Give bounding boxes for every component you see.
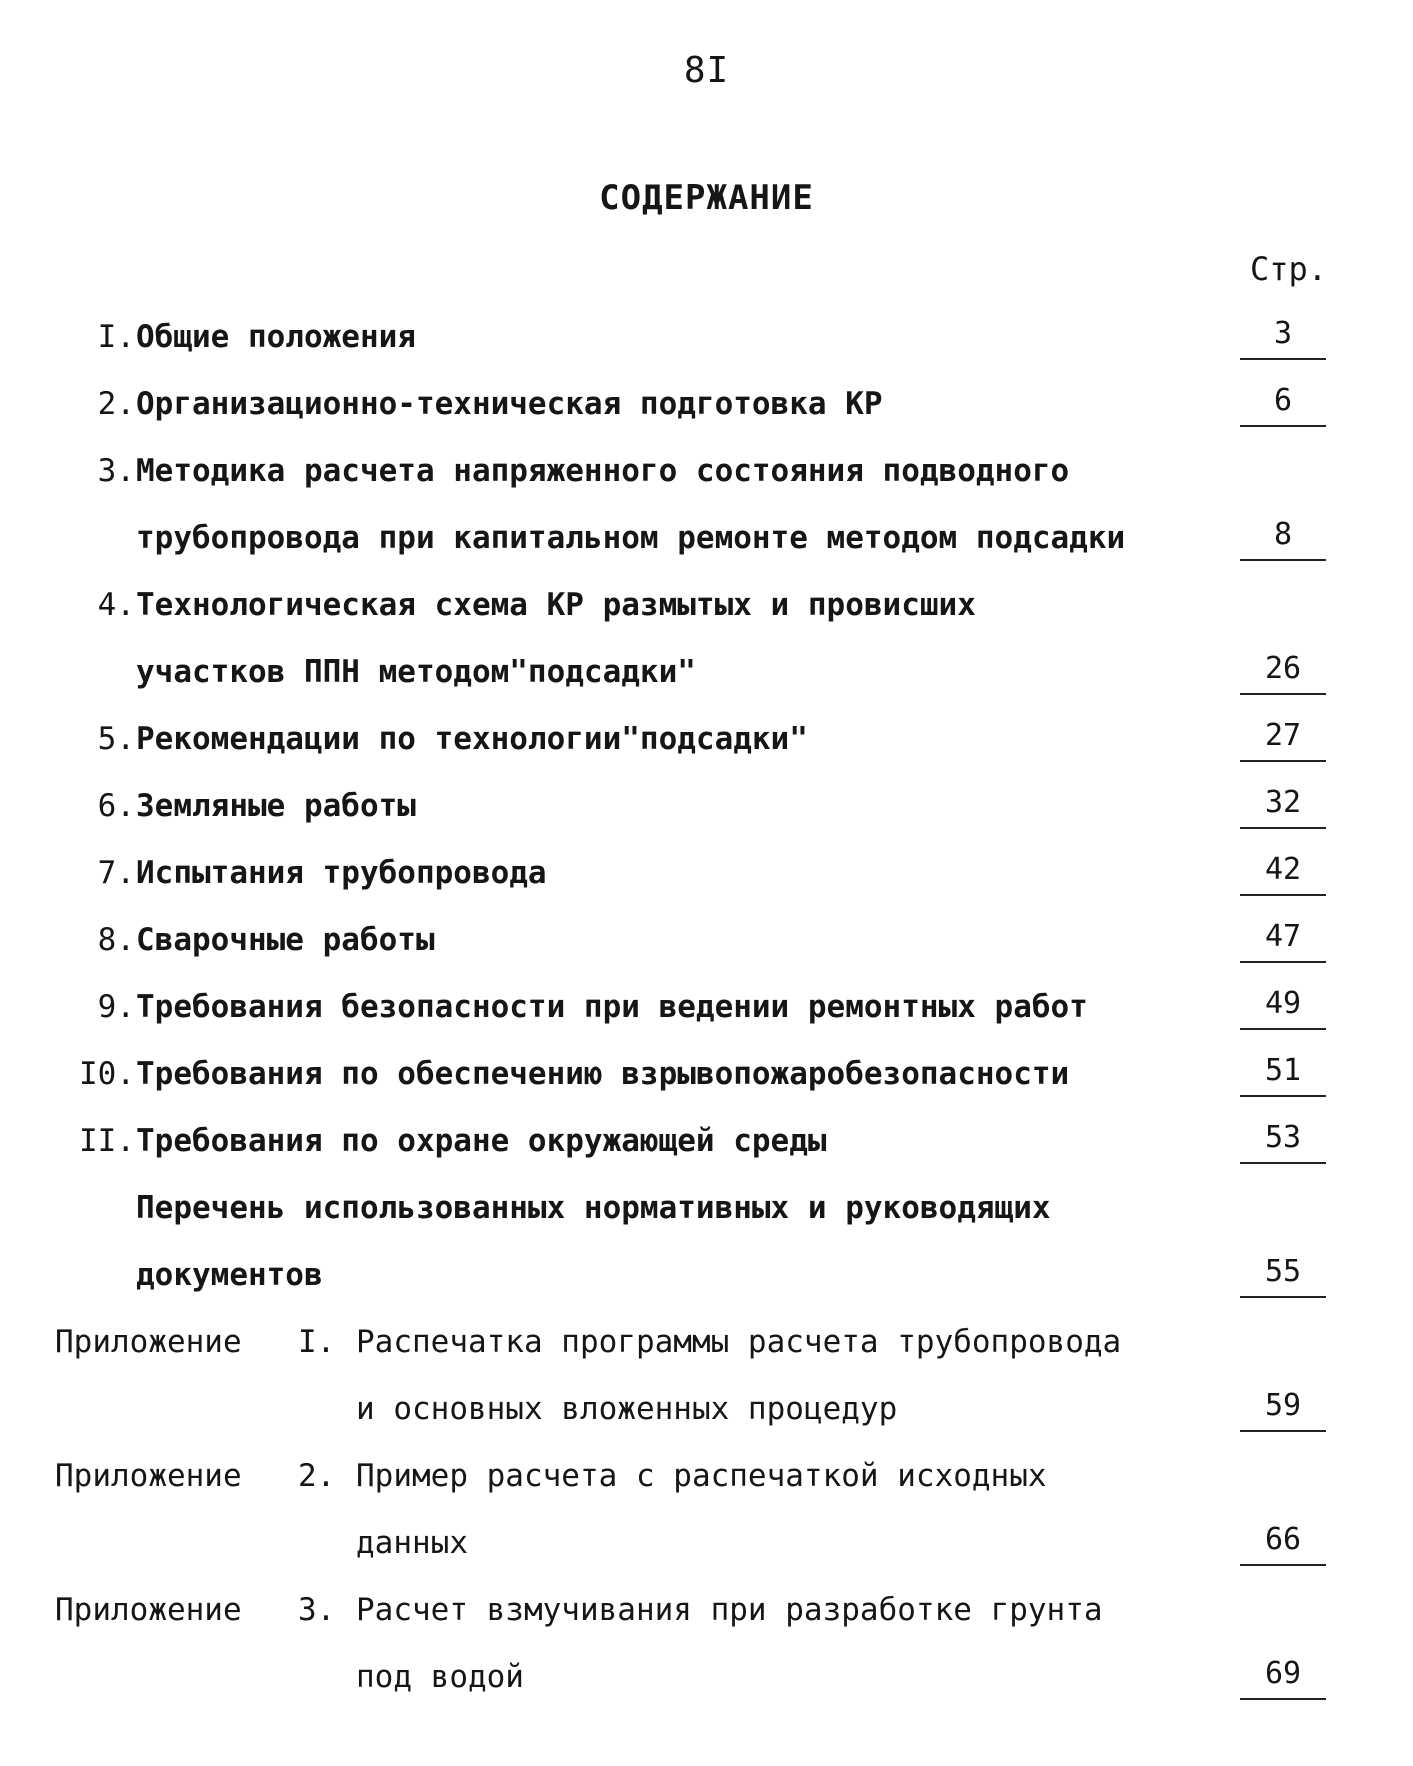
toc-line (0, 1250, 1413, 1300)
toc-entry-number: 8. (97, 922, 135, 958)
appendix-text: Распечатка программы расчета трубопровода (356, 1324, 1122, 1360)
toc-entry-number: 5. (97, 721, 135, 757)
toc-line (0, 379, 1413, 429)
appendix-page: 66 (1240, 1518, 1326, 1566)
appendix-number: I. (298, 1324, 336, 1360)
toc-entry-text: Земляные работы (136, 788, 416, 824)
toc-line (0, 1116, 1413, 1166)
toc-line (0, 982, 1413, 1032)
appendix-text: Расчет взмучивания при разработке грунта (356, 1592, 1103, 1628)
toc-entry-number: 7. (97, 855, 135, 891)
appendix-text: Пример расчета с распечаткой исходных (356, 1458, 1047, 1494)
toc-entry-number: 4. (97, 587, 135, 623)
toc-line (0, 312, 1413, 362)
toc-line (0, 1451, 1413, 1501)
toc-entry-page: 47 (1240, 915, 1326, 963)
toc-line (0, 580, 1413, 630)
toc-entry-page: 6 (1240, 379, 1326, 427)
toc-entry-text: Рекомендации по технологии"подсадки" (136, 721, 808, 757)
appendix-label: Приложение (55, 1592, 242, 1628)
toc-line (0, 647, 1413, 697)
toc-line (0, 1384, 1413, 1434)
toc-line (0, 513, 1413, 563)
toc-entry-text: Перечень использованных нормативных и руководящих (136, 1190, 1051, 1226)
appendix-text: под водой (356, 1659, 524, 1695)
toc-entry-text: Испытания трубопровода (136, 855, 547, 891)
appendix-number: 3. (298, 1592, 336, 1628)
toc-entry-page: 49 (1240, 982, 1326, 1030)
toc-entry-number: II. (79, 1123, 135, 1159)
appendix-label: Приложение (55, 1324, 242, 1360)
toc-entry-text: Методика расчета напряженного состояния подводного (136, 453, 1070, 489)
toc-line (0, 714, 1413, 764)
toc-entry-text: Требования по охране окружающей среды (136, 1123, 827, 1159)
toc-entry-page: 55 (1240, 1250, 1326, 1298)
toc-entry-text: Требования безопасности при ведении ремонтных работ (136, 989, 1088, 1025)
toc-entry-text: Общие положения (136, 319, 416, 355)
toc-entry-number: 6. (97, 788, 135, 824)
page-column-label: Стр. (1250, 250, 1328, 288)
toc-line (0, 848, 1413, 898)
toc-entry-page: 26 (1240, 647, 1326, 695)
toc-line (0, 446, 1413, 496)
toc-entry-text: Организационно-техническая подготовка КР (136, 386, 883, 422)
toc-line (0, 1183, 1413, 1233)
appendix-text: и основных вложенных процедур (356, 1391, 898, 1427)
toc-entry-text: Сварочные работы (136, 922, 435, 958)
toc-entry-number: I. (97, 319, 135, 355)
toc-entry-text: участков ППН методом"подсадки" (136, 654, 696, 690)
toc-line (0, 1317, 1413, 1367)
toc-line (0, 1652, 1413, 1702)
toc-entry-text: документов (136, 1257, 323, 1293)
appendix-label: Приложение (55, 1458, 242, 1494)
toc-entry-number: I0. (79, 1056, 135, 1092)
appendix-page: 69 (1240, 1652, 1326, 1700)
toc-entry-text: Технологическая схема КР размытых и провисших (136, 587, 976, 623)
page-number: 8I (683, 50, 730, 91)
toc-entry-page: 3 (1240, 312, 1326, 360)
toc-line (0, 781, 1413, 831)
toc-entry-number: 3. (97, 453, 135, 489)
toc-line (0, 1585, 1413, 1635)
toc-line (0, 1049, 1413, 1099)
toc-entry-page: 27 (1240, 714, 1326, 762)
toc-line (0, 1518, 1413, 1568)
appendix-page: 59 (1240, 1384, 1326, 1432)
toc-entry-page: 8 (1240, 513, 1326, 561)
toc-entry-text: трубопровода при капитальном ремонте методом подсадки (136, 520, 1126, 556)
toc-entry-page: 42 (1240, 848, 1326, 896)
toc-entry-page: 53 (1240, 1116, 1326, 1164)
appendix-text: данных (356, 1525, 468, 1561)
toc-entry-page: 51 (1240, 1049, 1326, 1097)
toc-entry-number: 9. (97, 989, 135, 1025)
appendix-number: 2. (298, 1458, 336, 1494)
page-title: СОДЕРЖАНИЕ (599, 178, 814, 218)
toc-entry-number: 2. (97, 386, 135, 422)
toc-entry-page: 32 (1240, 781, 1326, 829)
toc-line (0, 915, 1413, 965)
toc-entry-text: Требования по обеспечению взрывопожаробезопасности (136, 1056, 1070, 1092)
